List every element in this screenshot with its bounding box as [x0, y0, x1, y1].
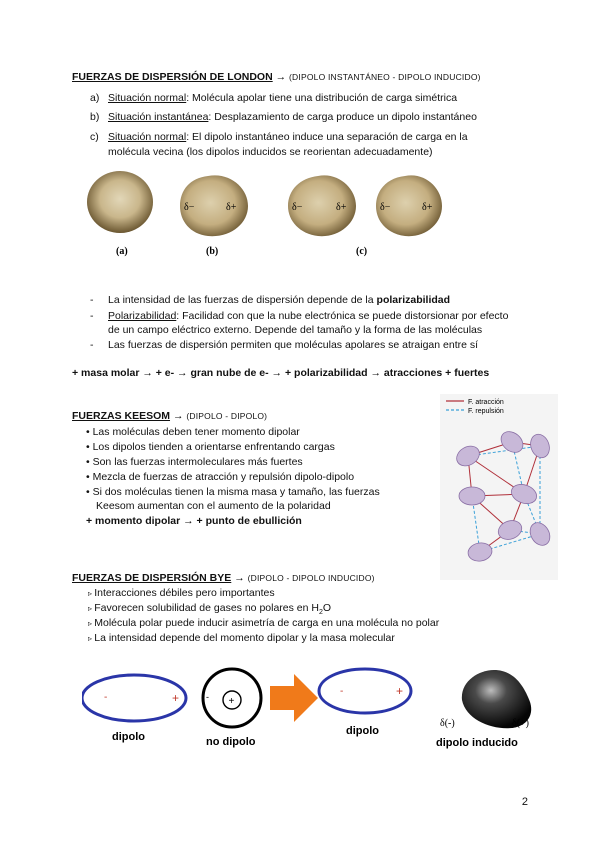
item-subscript: 2	[318, 609, 323, 617]
plus-sign: +	[172, 691, 180, 705]
label-dipolo-inducido: dipolo inducido	[436, 737, 518, 749]
debye-subtitle: (DIPOLO - DIPOLO INDUCIDO)	[247, 573, 375, 583]
london-item-c	[90, 131, 468, 144]
delta-minus: δ(-)	[440, 718, 455, 729]
london-item-b	[90, 111, 477, 124]
debye-figure	[82, 664, 540, 754]
label-dipolo: dipolo	[112, 731, 145, 743]
bullet-text: Son las fuerzas intermoleculares más fuertes	[92, 456, 303, 468]
item-text: La intensidad depende del momento dipolar y la masa molecular	[94, 632, 395, 644]
london-title: FUERZAS DE DISPERSIÓN DE LONDON	[72, 71, 273, 83]
london-item-c-continuation: molécula vecina (los dipolos inducidos se reorientan adecuadamente)	[108, 146, 433, 158]
page-number: 2	[521, 796, 528, 808]
bullet-text: Si dos moléculas tienen la misma masa y tamaño, las fuerzas	[92, 486, 380, 498]
debye-item: ▹ Favorecen solubilidad de gases no polares en $H_2O$	[88, 602, 332, 617]
item-text: : Desplazamiento de carga produce un dipolo instantáneo	[208, 111, 477, 123]
keesom-subtitle: (DIPOLO - DIPOLO)	[186, 411, 268, 421]
bullet-text: Las fuerzas de dispersión permiten que moléculas apolares se atraigan entre sí	[108, 339, 479, 351]
delta-plus: δ(+)	[512, 718, 530, 729]
molecule-a	[87, 171, 153, 233]
item-text: Favorecen solubilidad de gases no polares en H	[94, 602, 319, 614]
bullet-text: Las moléculas deben tener momento dipolar	[92, 426, 300, 438]
keesom-bullet: • Las moléculas deben tener momento dipolar	[86, 426, 300, 438]
figure-label-a: (a)	[116, 246, 128, 257]
delta-minus-c2: δ−	[380, 202, 391, 213]
debye-item: ▹ Interacciones débiles pero importantes	[88, 587, 275, 599]
keesom-continuation: Keesom aumentan con el aumento de la polaridad	[96, 500, 331, 512]
item-text: Interacciones débiles pero importantes	[94, 587, 275, 599]
delta-plus-b: δ+	[226, 202, 237, 213]
keesom-arrow: →	[172, 410, 184, 422]
debye-title: FUERZAS DE DISPERSIÓN BYE	[72, 572, 232, 584]
london-heading	[72, 71, 481, 84]
keesom-figure	[440, 394, 558, 580]
delta-minus-b: δ−	[184, 202, 195, 213]
dipole-ellipse	[82, 675, 186, 721]
keesom-bullet: • Si dos moléculas tienen la misma masa y tamaño, las fuerzas	[86, 486, 380, 498]
london-bullet-2: - Polarizabilidad: Facilidad con que la nube electrónica se puede distorsionar por efecto	[90, 310, 509, 322]
plus-sign: +	[396, 684, 404, 698]
item-text: : Molécula apolar tiene una distribución de carga simétrica	[186, 92, 458, 104]
london-bullet-3: - Las fuerzas de dispersión permiten que moléculas apolares se atraigan entre sí	[90, 339, 479, 351]
legend-attraction-label: F. atracción	[468, 399, 504, 406]
delta-plus-c1: δ+	[336, 202, 347, 213]
item-text: Molécula polar puede inducir asimetría de carga en una molécula no polar	[94, 617, 440, 629]
london-bullet-1: - La intensidad de las fuerzas de dispersión depende de la polarizabilidad	[90, 294, 451, 306]
delta-plus-c2: δ+	[422, 202, 433, 213]
item-term: Situación normal	[108, 131, 187, 143]
minus-sign: -	[340, 686, 344, 697]
keesom-heading	[72, 410, 267, 423]
figure-label-b: (b)	[206, 246, 219, 257]
nondipole-minus: -	[206, 692, 209, 702]
debye-arrow: →	[234, 572, 245, 584]
bullet-bold: polarizabilidad	[376, 294, 451, 306]
arrow-icon	[270, 674, 318, 722]
bullet-text: : Facilidad con que la nube electrónica se puede distorsionar por efecto	[176, 310, 509, 322]
london-bullet-2-continuation: de un campo eléctrico externo. Depende del tamaño y la forma de las moléculas	[108, 324, 483, 336]
minus-sign: -	[104, 692, 108, 703]
label-no-dipolo: no dipolo	[206, 736, 256, 748]
delta-minus-c1: δ−	[292, 202, 303, 213]
keesom-title: FUERZAS KEESOM	[72, 410, 171, 422]
bullet-text: Mezcla de fuerzas de atracción y repulsión dipolo-dipolo	[92, 471, 355, 483]
london-subtitle: (DIPOLO INSTANTÁNEO - DIPOLO INDUCIDO)	[289, 72, 481, 82]
london-arrow: →	[275, 71, 287, 83]
item-marker: c)	[90, 131, 99, 143]
keesom-bullet: • Los dipolos tienden a orientarse enfrentando cargas	[86, 441, 335, 453]
item-marker: b)	[90, 111, 100, 123]
london-summary: + masa molar → + e- → gran nube de e- → + polarizabilidad → atracciones + fuertes	[72, 367, 490, 379]
nondipole-plus: +	[228, 696, 235, 707]
debye-item: ▹ Molécula polar puede inducir asimetría de carga en una molécula no polar	[88, 617, 440, 629]
keesom-bullet: • Son las fuerzas intermoleculares más fuertes	[86, 456, 303, 468]
keesom-summary: + momento dipolar → + punto de ebullición	[86, 515, 302, 527]
london-figure	[80, 166, 450, 266]
bullet-term: Polarizabilidad	[108, 310, 177, 322]
legend-repulsion-label: F. repulsión	[468, 408, 504, 415]
bullet-text: Los dipolos tienden a orientarse enfrentando cargas	[92, 441, 335, 453]
item-tail: O	[322, 602, 332, 614]
item-term: Situación instantánea	[108, 111, 209, 123]
item-term: Situación normal	[108, 92, 187, 104]
debye-heading	[72, 572, 375, 585]
label-dipolo-2: dipolo	[346, 725, 379, 737]
figure-label-c: (c)	[356, 246, 368, 257]
london-item-a	[90, 92, 457, 105]
item-text: : El dipolo instantáneo induce una separación de carga en la	[186, 131, 468, 143]
keesom-bullet: • Mezcla de fuerzas de atracción y repulsión dipolo-dipolo	[86, 471, 355, 483]
item-marker: a)	[90, 92, 100, 104]
bullet-text: La intensidad de las fuerzas de dispersión depende de la	[108, 294, 377, 306]
debye-item: ▹ La intensidad depende del momento dipolar y la masa molecular	[88, 632, 395, 644]
